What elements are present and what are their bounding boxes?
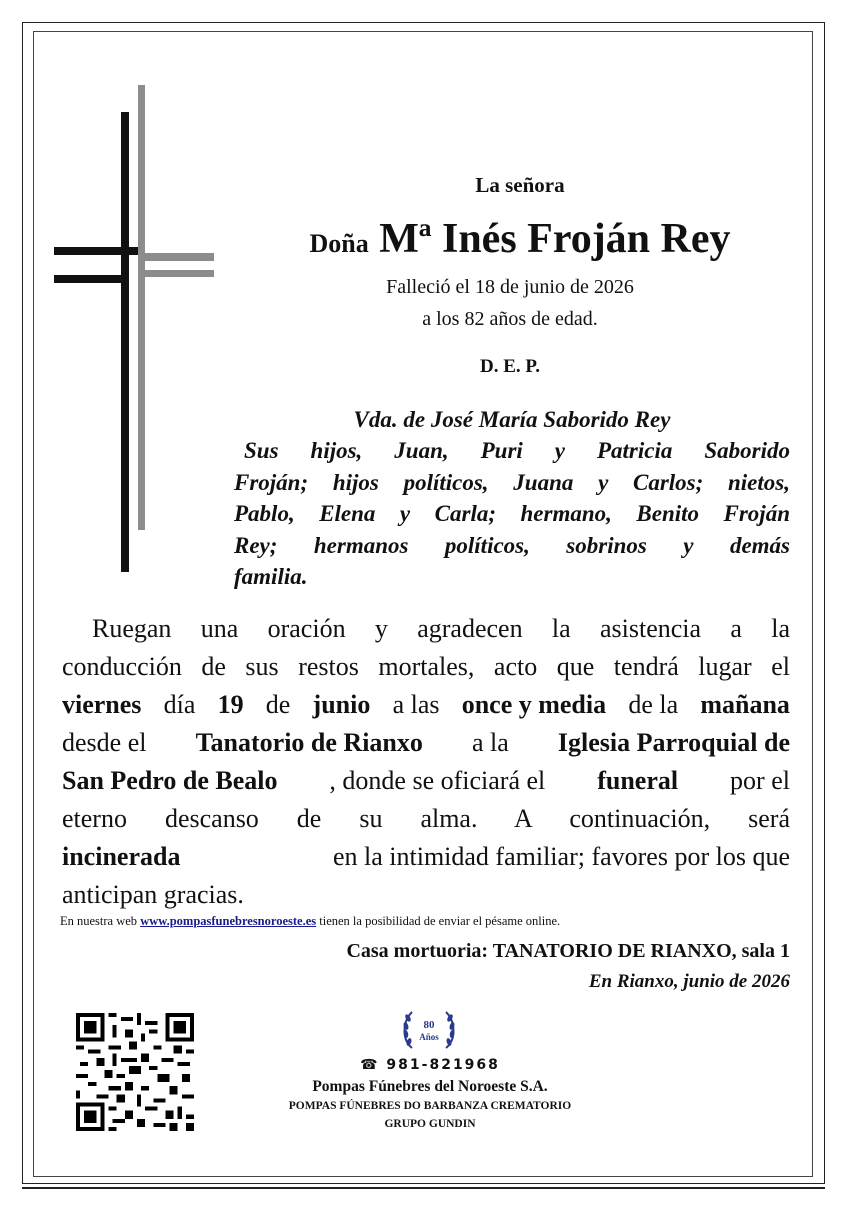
- announcement-line: anticipan gracias.: [62, 880, 244, 909]
- intro-text: La señora: [475, 173, 565, 197]
- svg-text:Años: Años: [419, 1032, 439, 1042]
- company-subtitle: POMPAS FÚNEBRES DO BARBANZA CREMATORIO: [288, 1100, 572, 1112]
- mortuary-info: Casa mortuoria: TANATORIO DE RIANXO, sala 1: [346, 940, 790, 962]
- text-bold: Iglesia Parroquial de: [557, 728, 790, 757]
- age-text: a los 82 años de edad.: [422, 308, 598, 330]
- family-line: Rey; hermanos políticos, sobrinos y demás: [234, 533, 790, 558]
- rip-text: D. E. P.: [479, 356, 540, 377]
- name-main: Mª Inés Froján Rey: [379, 216, 731, 262]
- bottom-rule: [22, 1187, 825, 1189]
- web-notice: [60, 914, 800, 929]
- qr-code-icon[interactable]: [76, 1013, 194, 1131]
- announcement-line: Ruegan una oración y agradecen la asistencia a la: [92, 614, 790, 643]
- announcement-line: [62, 838, 790, 876]
- svg-text:80: 80: [423, 1019, 435, 1031]
- text-bold: San Pedro de Bealo: [62, 766, 278, 795]
- text: , donde se oficiará el: [329, 766, 546, 795]
- text: día: [163, 690, 196, 719]
- place-date: En Rianxo, junio de 2026: [588, 971, 790, 992]
- family-line: Vda. de José María Saborido Rey: [353, 407, 671, 432]
- deceased-name: [250, 215, 790, 263]
- phone-number[interactable]: [330, 1057, 530, 1073]
- announcement-line: [62, 762, 790, 800]
- text: por el: [730, 766, 790, 795]
- text-bold: funeral: [597, 766, 679, 795]
- anniversary-logo: [398, 1004, 460, 1056]
- death-date: Falleció el 18 de junio de 2026: [386, 276, 634, 298]
- text: a la: [471, 728, 509, 757]
- announcement-line: [62, 724, 790, 762]
- phone-icon: ☎: [360, 1057, 380, 1073]
- family-line: Froján; hijos políticos, Juana y Carlos; nietos,: [234, 470, 790, 495]
- text-bold: viernes: [62, 690, 142, 719]
- text: desde el: [62, 728, 147, 757]
- web-text: En nuestra web: [60, 914, 141, 928]
- web-text: tienen la posibilidad de enviar el pésame online.: [316, 914, 561, 928]
- text-bold: incinerada: [62, 842, 181, 871]
- announcement-line: [62, 686, 790, 724]
- text-bold: Tanatorio de Rianxo: [195, 728, 423, 757]
- family-line: Sus hijos, Juan, Puri y Patricia Saborido: [244, 438, 790, 463]
- phone-text: 981-821968: [386, 1057, 500, 1073]
- company-name: Pompas Fúnebres del Noroeste S.A.: [312, 1078, 548, 1095]
- text: de la: [628, 690, 679, 719]
- text: en la intimidad familiar; favores por los que: [332, 842, 790, 871]
- company-group: GRUPO GUNDIN: [384, 1118, 476, 1130]
- announcement-line: eterno descanso de su alma. A continuación, será: [62, 804, 790, 833]
- text: de: [265, 690, 291, 719]
- text-bold: once y media: [461, 690, 607, 719]
- family-line: familia.: [234, 564, 308, 589]
- website-link[interactable]: www.pompasfunebresnoroeste.es: [140, 914, 317, 928]
- family-line: Pablo, Elena y Carla; hermano, Benito Froján: [234, 501, 790, 526]
- text-bold: junio: [312, 690, 371, 719]
- name-prefix: Doña: [309, 229, 369, 258]
- text-bold: mañana: [700, 690, 790, 719]
- text: a las: [392, 690, 440, 719]
- text-bold: 19: [217, 690, 244, 719]
- announcement-line: conducción de sus restos mortales, acto que tendrá lugar el: [62, 652, 790, 681]
